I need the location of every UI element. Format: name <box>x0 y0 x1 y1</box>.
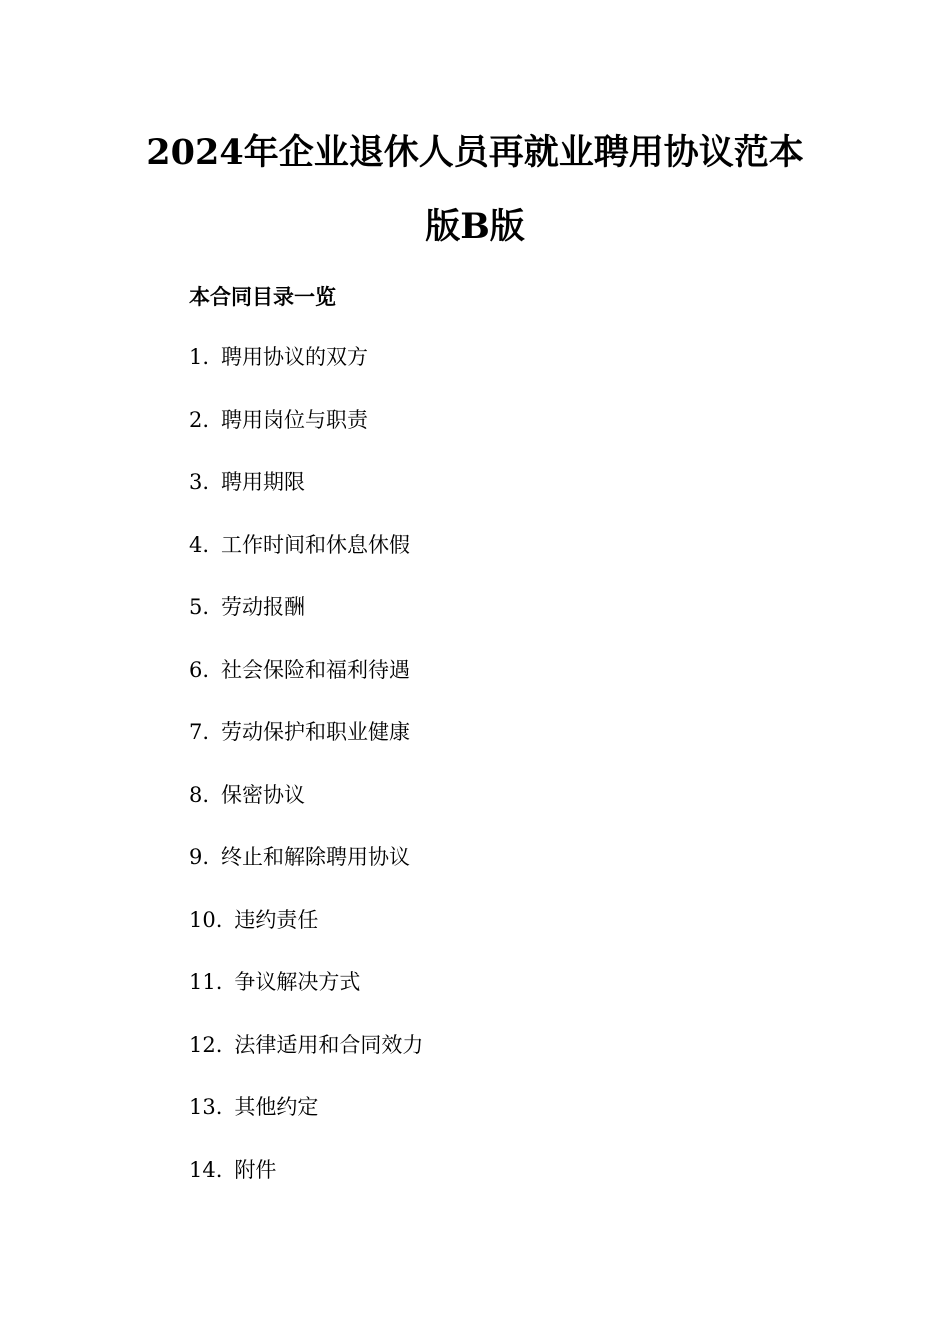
toc-item-label: 劳动保护和职业健康 <box>221 720 411 744</box>
toc-item <box>189 593 423 656</box>
toc-item <box>189 468 423 531</box>
toc-item <box>189 406 423 469</box>
toc-item-label: 工作时间和休息休假 <box>221 532 411 557</box>
toc-item-number: 1. <box>189 345 210 369</box>
toc-item <box>189 1093 423 1156</box>
document-title-line-1: 2024年企业退休人员再就业聘用协议范本 <box>146 132 804 173</box>
toc-item-label: 违约责任 <box>234 907 319 932</box>
toc-item <box>189 531 423 594</box>
toc-item-label: 争议解决方式 <box>234 970 361 994</box>
toc-item <box>189 343 423 406</box>
toc-item-label: 聘用岗位与职责 <box>221 407 369 432</box>
toc-item-number: 7. <box>189 720 210 744</box>
toc-item-label: 其他约定 <box>234 1095 319 1119</box>
toc-item-number: 3. <box>189 470 210 494</box>
toc-item-number: 2. <box>189 407 210 432</box>
toc-item-label: 终止和解除聘用协议 <box>221 845 411 869</box>
toc-item-label: 社会保险和福利待遇 <box>221 657 411 682</box>
toc-item-number: 14. <box>189 1157 223 1182</box>
toc-item-number: 9. <box>189 845 210 869</box>
toc-item-label: 劳动报酬 <box>221 595 306 619</box>
toc-item <box>189 906 423 969</box>
toc-list <box>189 343 423 1218</box>
toc-item <box>189 1156 423 1219</box>
toc-item-label: 聘用期限 <box>221 470 306 494</box>
toc-item <box>189 656 423 719</box>
toc-item-label: 附件 <box>234 1157 277 1182</box>
toc-item-number: 11. <box>189 970 223 994</box>
toc-item-number: 12. <box>189 1032 223 1057</box>
toc-item <box>189 781 423 844</box>
toc-item-label: 保密协议 <box>221 782 306 807</box>
toc-heading: 本合同目录一览 <box>189 284 336 309</box>
toc-item <box>189 718 423 781</box>
document-title-line-2: 版B版 <box>425 206 525 247</box>
toc-item-number: 10. <box>189 907 223 932</box>
toc-item-label: 聘用协议的双方 <box>221 345 369 369</box>
toc-item-number: 5. <box>189 595 210 619</box>
toc-item-number: 8. <box>189 782 210 807</box>
toc-item <box>189 1031 423 1094</box>
toc-item-label: 法律适用和合同效力 <box>234 1032 424 1057</box>
toc-item <box>189 843 423 906</box>
toc-item <box>189 968 423 1031</box>
toc-item-number: 4. <box>189 532 210 557</box>
toc-item-number: 6. <box>189 657 210 682</box>
toc-item-number: 13. <box>189 1095 223 1119</box>
